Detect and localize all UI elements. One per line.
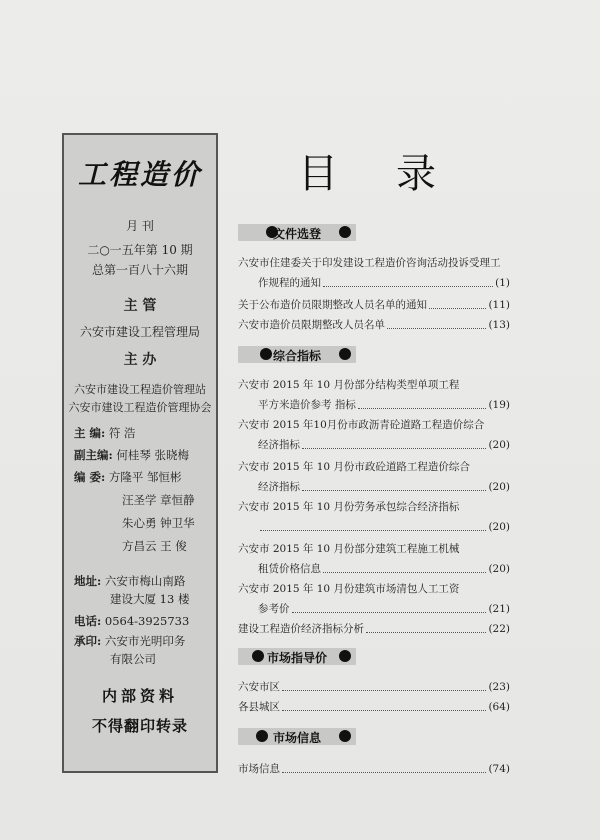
printer-row — [74, 633, 185, 649]
section-label: 市场指导价 — [266, 651, 327, 665]
address-1: 六安市梅山南路 — [104, 574, 186, 588]
entry-text: 作规程的通知 — [258, 277, 321, 289]
page-number: (20) — [488, 439, 510, 451]
total-issue: 总第一百八十六期 — [91, 263, 188, 277]
section-header — [238, 224, 356, 241]
internal-notice: 内部资料 — [101, 687, 178, 705]
dot-leader — [323, 286, 493, 287]
magazine-title: 工程造价 — [77, 158, 202, 191]
dot-leader — [302, 448, 486, 449]
entry-text: 六安市 2015 年 10 月份部分结构类型单项工程 — [238, 379, 460, 391]
dot-leader — [358, 408, 487, 409]
editor-row — [74, 425, 136, 441]
phone-row — [74, 613, 189, 629]
no-reprint-notice: 不得翻印转录 — [91, 717, 188, 735]
toc-entry[interactable] — [258, 602, 510, 616]
dot-leader — [429, 308, 486, 309]
toc-entry[interactable] — [238, 680, 510, 694]
board-3: 朱心勇 钟卫华 — [122, 516, 195, 530]
entry-text: 六安市 2015 年 10 月份建筑市场清包人工工资 — [238, 583, 460, 595]
page-number: (20) — [488, 481, 510, 493]
deputy: 何桂琴 张晓梅 — [116, 448, 190, 462]
section-label: 综合指标 — [272, 349, 321, 363]
entry-text: 参考价 — [258, 603, 290, 615]
board-4: 方昌云 王 俊 — [122, 539, 187, 553]
section-label: 市场信息 — [272, 731, 321, 745]
entry-text: 租赁价格信息 — [258, 563, 321, 575]
supervisor-label: 主 管 — [123, 298, 157, 314]
page-number: (20) — [488, 521, 510, 533]
entry-text: 建设工程造价经济指标分析 — [238, 623, 364, 635]
toc-entry[interactable] — [238, 500, 510, 514]
address-row — [74, 573, 185, 589]
sponsor-1: 六安市建设工程造价管理站 — [74, 383, 206, 396]
dot-leader — [366, 632, 486, 633]
bullet-icon — [339, 348, 351, 360]
board-row — [74, 469, 182, 485]
entry-text: 经济指标 — [258, 439, 300, 451]
toc-entry[interactable] — [238, 582, 510, 596]
entry-text: 各县城区 — [238, 701, 280, 713]
printer-label: 承印: — [74, 634, 102, 648]
toc-entry[interactable] — [258, 276, 510, 290]
board-1: 方隆平 邹恒彬 — [108, 470, 182, 484]
entry-text: 六安市 2015 年 10 月份部分建筑工程施工机械 — [238, 543, 460, 555]
editor-label: 主 编: — [74, 426, 106, 440]
issue-number: 二○一五年第 10 期 — [87, 243, 193, 257]
toc-entry[interactable] — [238, 298, 510, 312]
page-number: (20) — [488, 563, 510, 575]
board-2: 汪圣学 章恒静 — [122, 493, 195, 507]
page-number: (23) — [488, 681, 510, 693]
dot-leader — [282, 690, 486, 691]
entry-text: 平方米造价参考 指标 — [258, 399, 356, 411]
page-number: (13) — [488, 319, 510, 331]
deputy-label: 副主编: — [74, 448, 113, 462]
entry-text: 六安市 2015 年 10 月份劳务承包综合经济指标 — [238, 501, 460, 513]
frequency: 月 刊 — [126, 219, 154, 233]
page-number: (64) — [488, 701, 510, 713]
bullet-icon — [339, 730, 351, 742]
page-number: (19) — [488, 399, 510, 411]
toc-entry[interactable] — [258, 438, 510, 452]
dot-leader — [260, 530, 486, 531]
page-number: (22) — [488, 623, 510, 635]
toc-entry[interactable] — [238, 318, 510, 332]
toc-entry[interactable] — [238, 622, 510, 636]
toc-title: 目录 — [298, 151, 494, 197]
toc-entry[interactable] — [258, 480, 510, 494]
toc-entry[interactable] — [238, 256, 510, 270]
toc-entry[interactable] — [238, 700, 510, 714]
printer-1: 六安市光明印务 — [104, 634, 186, 648]
toc-entry[interactable] — [258, 562, 510, 576]
section-header — [238, 728, 356, 745]
entry-text: 经济指标 — [258, 481, 300, 493]
phone: 0564-3925733 — [104, 614, 190, 628]
address-2: 建设大厦 13 楼 — [110, 592, 190, 606]
address-label: 地址: — [74, 574, 102, 588]
board-label: 编 委: — [74, 470, 106, 484]
dot-leader — [302, 490, 486, 491]
section-header — [238, 648, 356, 665]
deputy-row — [74, 447, 189, 463]
printer-2: 有限公司 — [110, 652, 156, 666]
toc-entry[interactable] — [258, 398, 510, 412]
dot-leader — [282, 710, 486, 711]
editor: 符 浩 — [108, 426, 136, 440]
page-number: (1) — [495, 277, 510, 289]
entry-text: 关于公布造价员限期整改人员名单的通知 — [238, 299, 427, 311]
bullet-icon — [339, 650, 351, 662]
dot-leader — [282, 772, 486, 773]
entry-text: 市场信息 — [238, 763, 280, 775]
sponsor-label: 主 办 — [123, 352, 157, 368]
page-number: (21) — [488, 603, 510, 615]
section-label: 文件选登 — [272, 227, 321, 241]
phone-label: 电话: — [74, 614, 102, 628]
entry-text: 六安市区 — [238, 681, 280, 693]
dot-leader — [292, 612, 487, 613]
toc-entry[interactable] — [238, 378, 510, 392]
masthead-box — [62, 133, 218, 773]
toc-entry[interactable] — [258, 520, 510, 534]
entry-text: 六安市 2015 年10月份市政沥青砼道路工程造价综合 — [238, 419, 485, 431]
entry-text: 六安市 2015 年 10 月份市政砼道路工程造价综合 — [238, 461, 470, 473]
supervisor: 六安市建设工程管理局 — [79, 325, 200, 339]
dot-leader — [387, 328, 486, 329]
toc-entry[interactable] — [238, 762, 510, 776]
sponsor-2: 六安市建设工程造价管理协会 — [68, 401, 212, 414]
page-number: (11) — [488, 299, 510, 311]
dot-leader — [323, 572, 486, 573]
toc-entry[interactable] — [238, 418, 510, 432]
entry-text: 六安市住建委关于印发建设工程造价咨询活动投诉受理工 — [238, 257, 501, 269]
toc-entry[interactable] — [238, 460, 510, 474]
toc-entry[interactable] — [238, 542, 510, 556]
section-header — [238, 346, 356, 363]
page-number: (74) — [488, 763, 510, 775]
bullet-icon — [339, 226, 351, 238]
entry-text: 六安市造价员限期整改人员名单 — [238, 319, 385, 331]
